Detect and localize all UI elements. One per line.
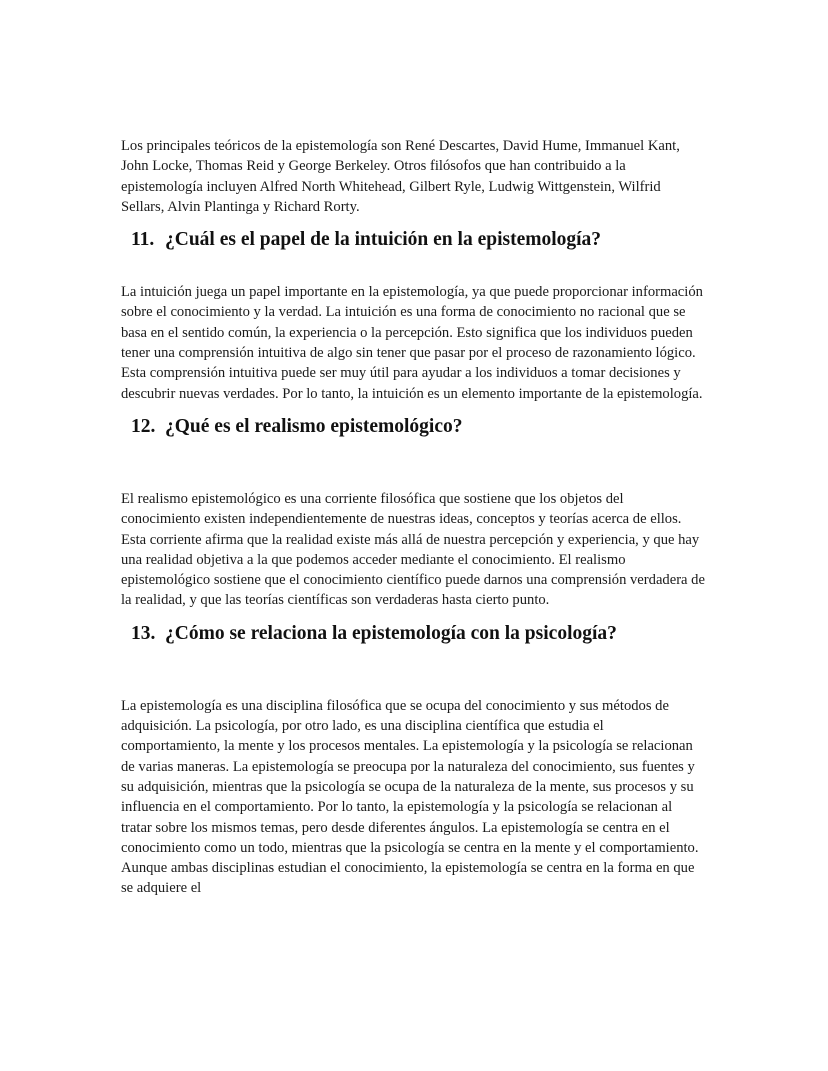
heading-question-13	[121, 622, 706, 646]
heading-number: 13.	[131, 622, 156, 644]
heading-question-11	[121, 228, 706, 252]
spacer	[121, 646, 706, 696]
heading-text: ¿Cómo se relaciona la epistemología con la psicología?	[165, 622, 617, 644]
paragraph-main-theorists: Los principales teóricos de la epistemología son René Descartes, David Hume, Immanuel Kant, John Locke, Thomas Reid y George Berkeley. Otros filósofos que han contribuido a la epistemología incluyen Alfred North Whitehead, Gilbert Ryle, Ludwig Wittgenstein, Wilfrid Sellars, Alvin Plantinga y Richard Rorty.	[121, 138, 680, 215]
paragraph-epistemological-realism: El realismo epistemológico es una corriente filosófica que sostiene que los objetos del conocimiento existen independientemente de nuestras ideas, conceptos y teorías acerca de ellos. Esta corriente afirma que la realidad existe más allá de nuestra percepción y experiencia, y que hay una realidad objetiva a la que podemos acceder mediante el conocimiento. El realismo epistemológico sostiene que el conocimiento científico puede darnos una comprensión verdadera de la realidad, y que las teorías científicas son verdaderas hasta cierto punto.	[121, 490, 705, 609]
heading-number: 12.	[131, 415, 156, 437]
spacer	[121, 611, 706, 622]
heading-question-12	[121, 415, 706, 439]
spacer	[121, 217, 706, 228]
spacer	[121, 252, 706, 282]
spacer	[121, 439, 706, 489]
document-body	[121, 136, 706, 899]
heading-text: ¿Qué es el realismo epistemológico?	[165, 415, 463, 437]
heading-text: ¿Cuál es el papel de la intuición en la epistemología?	[165, 229, 602, 251]
paragraph-intuition: La intuición juega un papel importante en la epistemología, ya que puede proporcionar información sobre el conocimiento y la verdad. La intuición es una forma de conocimiento no racional que se basa en el sentido común, la experiencia o la percepción. Esto significa que los individuos pueden tener una comprensión intuitiva de algo sin tener que pasar por el proceso de razonamiento lógico. Esta comprensión intuitiva puede ser muy útil para ayudar a los individuos a tomar decisiones y descubrir nuevas verdades. Por lo tanto, la intuición es un elemento importante de la epistemología.	[121, 284, 703, 402]
paragraph-epistemology-psychology: La epistemología es una disciplina filosófica que se ocupa del conocimiento y sus métodos de adquisición. La psicología, por otro lado, es una disciplina científica que estudia el comportamiento, la mente y los procesos mentales. La epistemología y la psicología se relacionan de varias maneras. La epistemología se preocupa por la naturaleza del conocimiento, sus fuentes y su adquisición, mientras que la psicología se ocupa de la naturaleza de la mente, sus procesos y su influencia en el comportamiento. Por lo tanto, la epistemología y la psicología se relacionan al tratar sobre los mismos temas, pero desde diferentes ángulos. La epistemología se centra en el conocimiento como un todo, mientras que la psicología se centra en la mente y el comportamiento. Aunque ambas disciplinas estudian el conocimiento, la epistemología se centra en la forma en que se adquiere el	[121, 697, 699, 897]
heading-number: 11.	[131, 229, 155, 251]
spacer	[121, 404, 706, 415]
